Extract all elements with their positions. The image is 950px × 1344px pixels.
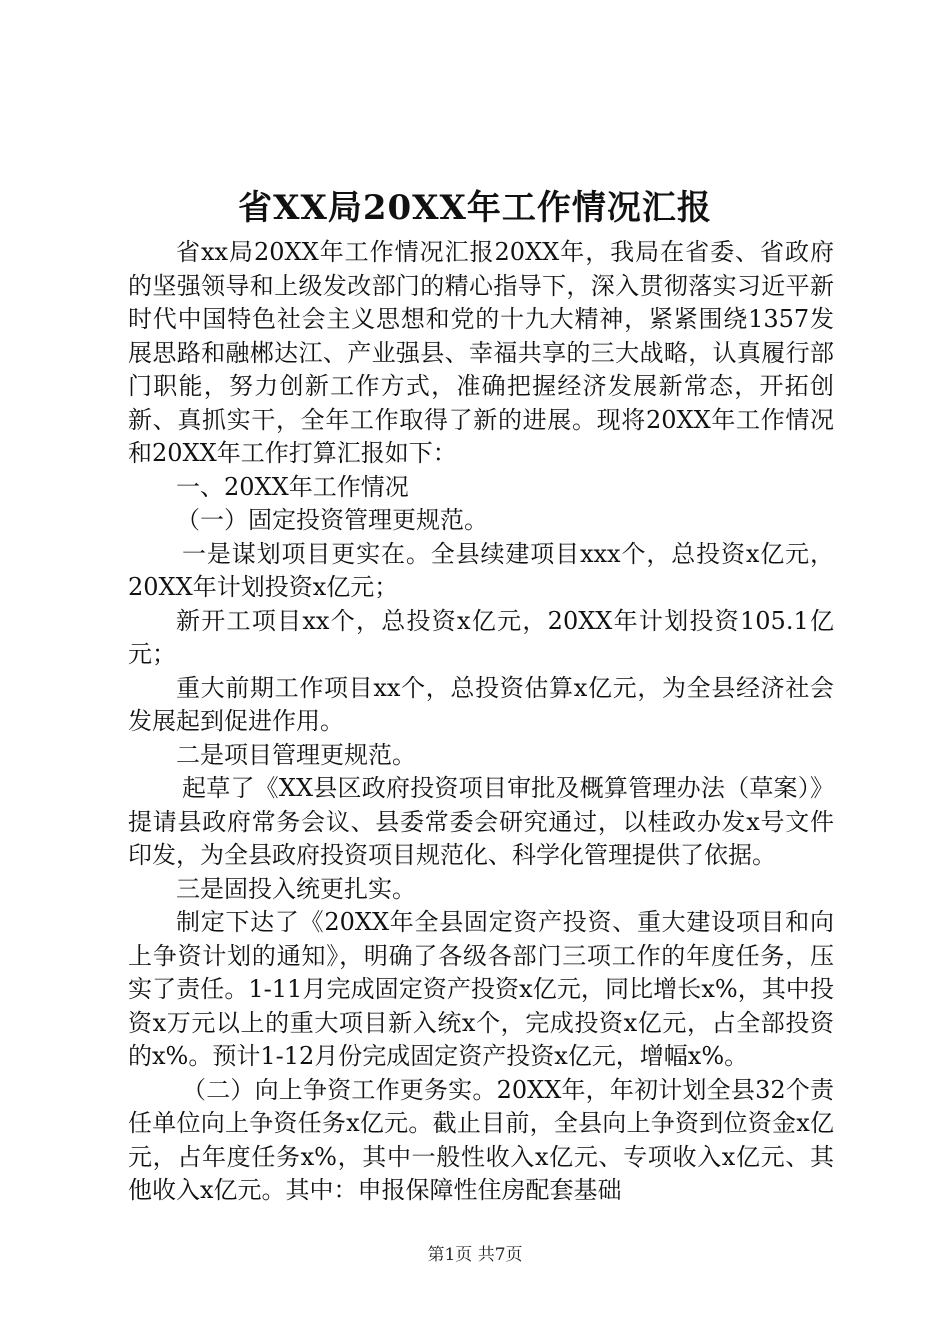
heading-project-management: 二是项目管理更规范。	[176, 740, 416, 769]
document-body	[128, 236, 834, 1208]
heading-section-1: 一、20XX年工作情况	[176, 472, 409, 501]
paragraph-investment-plan: 制定下达了《20XX年全县固定资产投资、重大建设项目和向上争资计划的通知》，明确了各级各部门三项工作的年度任务，压实了责任。1-11月完成固定资产投资x亿元，同比增长x%，其中投资x万元以上的重大项目新入统x个，完成投资x亿元，占全部投资的x%。预计1-12月份完成固定资产投资x亿元，增幅x%。	[128, 908, 834, 1070]
paragraph-project-planning: 一是谋划项目更实在。全县续建项目xxx个，总投资x亿元，20XX年计划投资x亿元；	[128, 539, 834, 601]
heading-subsection-1: （一）固定投资管理更规范。	[176, 506, 488, 534]
document-title: 省XX局20XX年工作情况汇报	[238, 188, 712, 228]
paragraph-preliminary-projects: 重大前期工作项目xx个，总投资估算x亿元，为全县经济社会发展起到促进作用。	[128, 673, 834, 735]
paragraph-new-projects: 新开工项目xx个，总投资x亿元，20XX年计划投资105.1亿元；	[128, 606, 834, 668]
paragraph-funding-work: （二）向上争资工作更务实。20XX年，年初计划全县32个责任单位向上争资任务x亿元。截止目前，全县向上争资到位资金x亿元，占年度任务x%，其中一般性收入x亿元、专项收入x亿元、其他收入x亿元。其中：申报保障性住房配套基础	[128, 1075, 834, 1204]
paragraph-management-measures: 起草了《XX县区政府投资项目审批及概算管理办法（草案）》提请县政府常务会议、县委常委会研究通过，以桂政办发x号文件印发，为全县政府投资项目规范化、科学化管理提供了依据。	[128, 774, 834, 869]
paragraph-intro: 省xx局20XX年工作情况汇报20XX年，我局在省委、省政府的坚强领导和上级发改部门的精心指导下，深入贯彻落实习近平新时代中国特色社会主义思想和党的十九大精神，紧紧围绕1357发展思路和融郴达江、产业强县、幸福共享的三大战略，认真履行部门职能，努力创新工作方式，准确把握经济发展新常态，开拓创新、真抓实干，全年工作取得了新的进展。现将20XX年工作情况和20XX年工作打算汇报如下：	[128, 238, 834, 467]
page-footer: 第1页 共7页	[427, 1245, 523, 1265]
heading-investment-statistics: 三是固投入统更扎实。	[176, 874, 416, 903]
